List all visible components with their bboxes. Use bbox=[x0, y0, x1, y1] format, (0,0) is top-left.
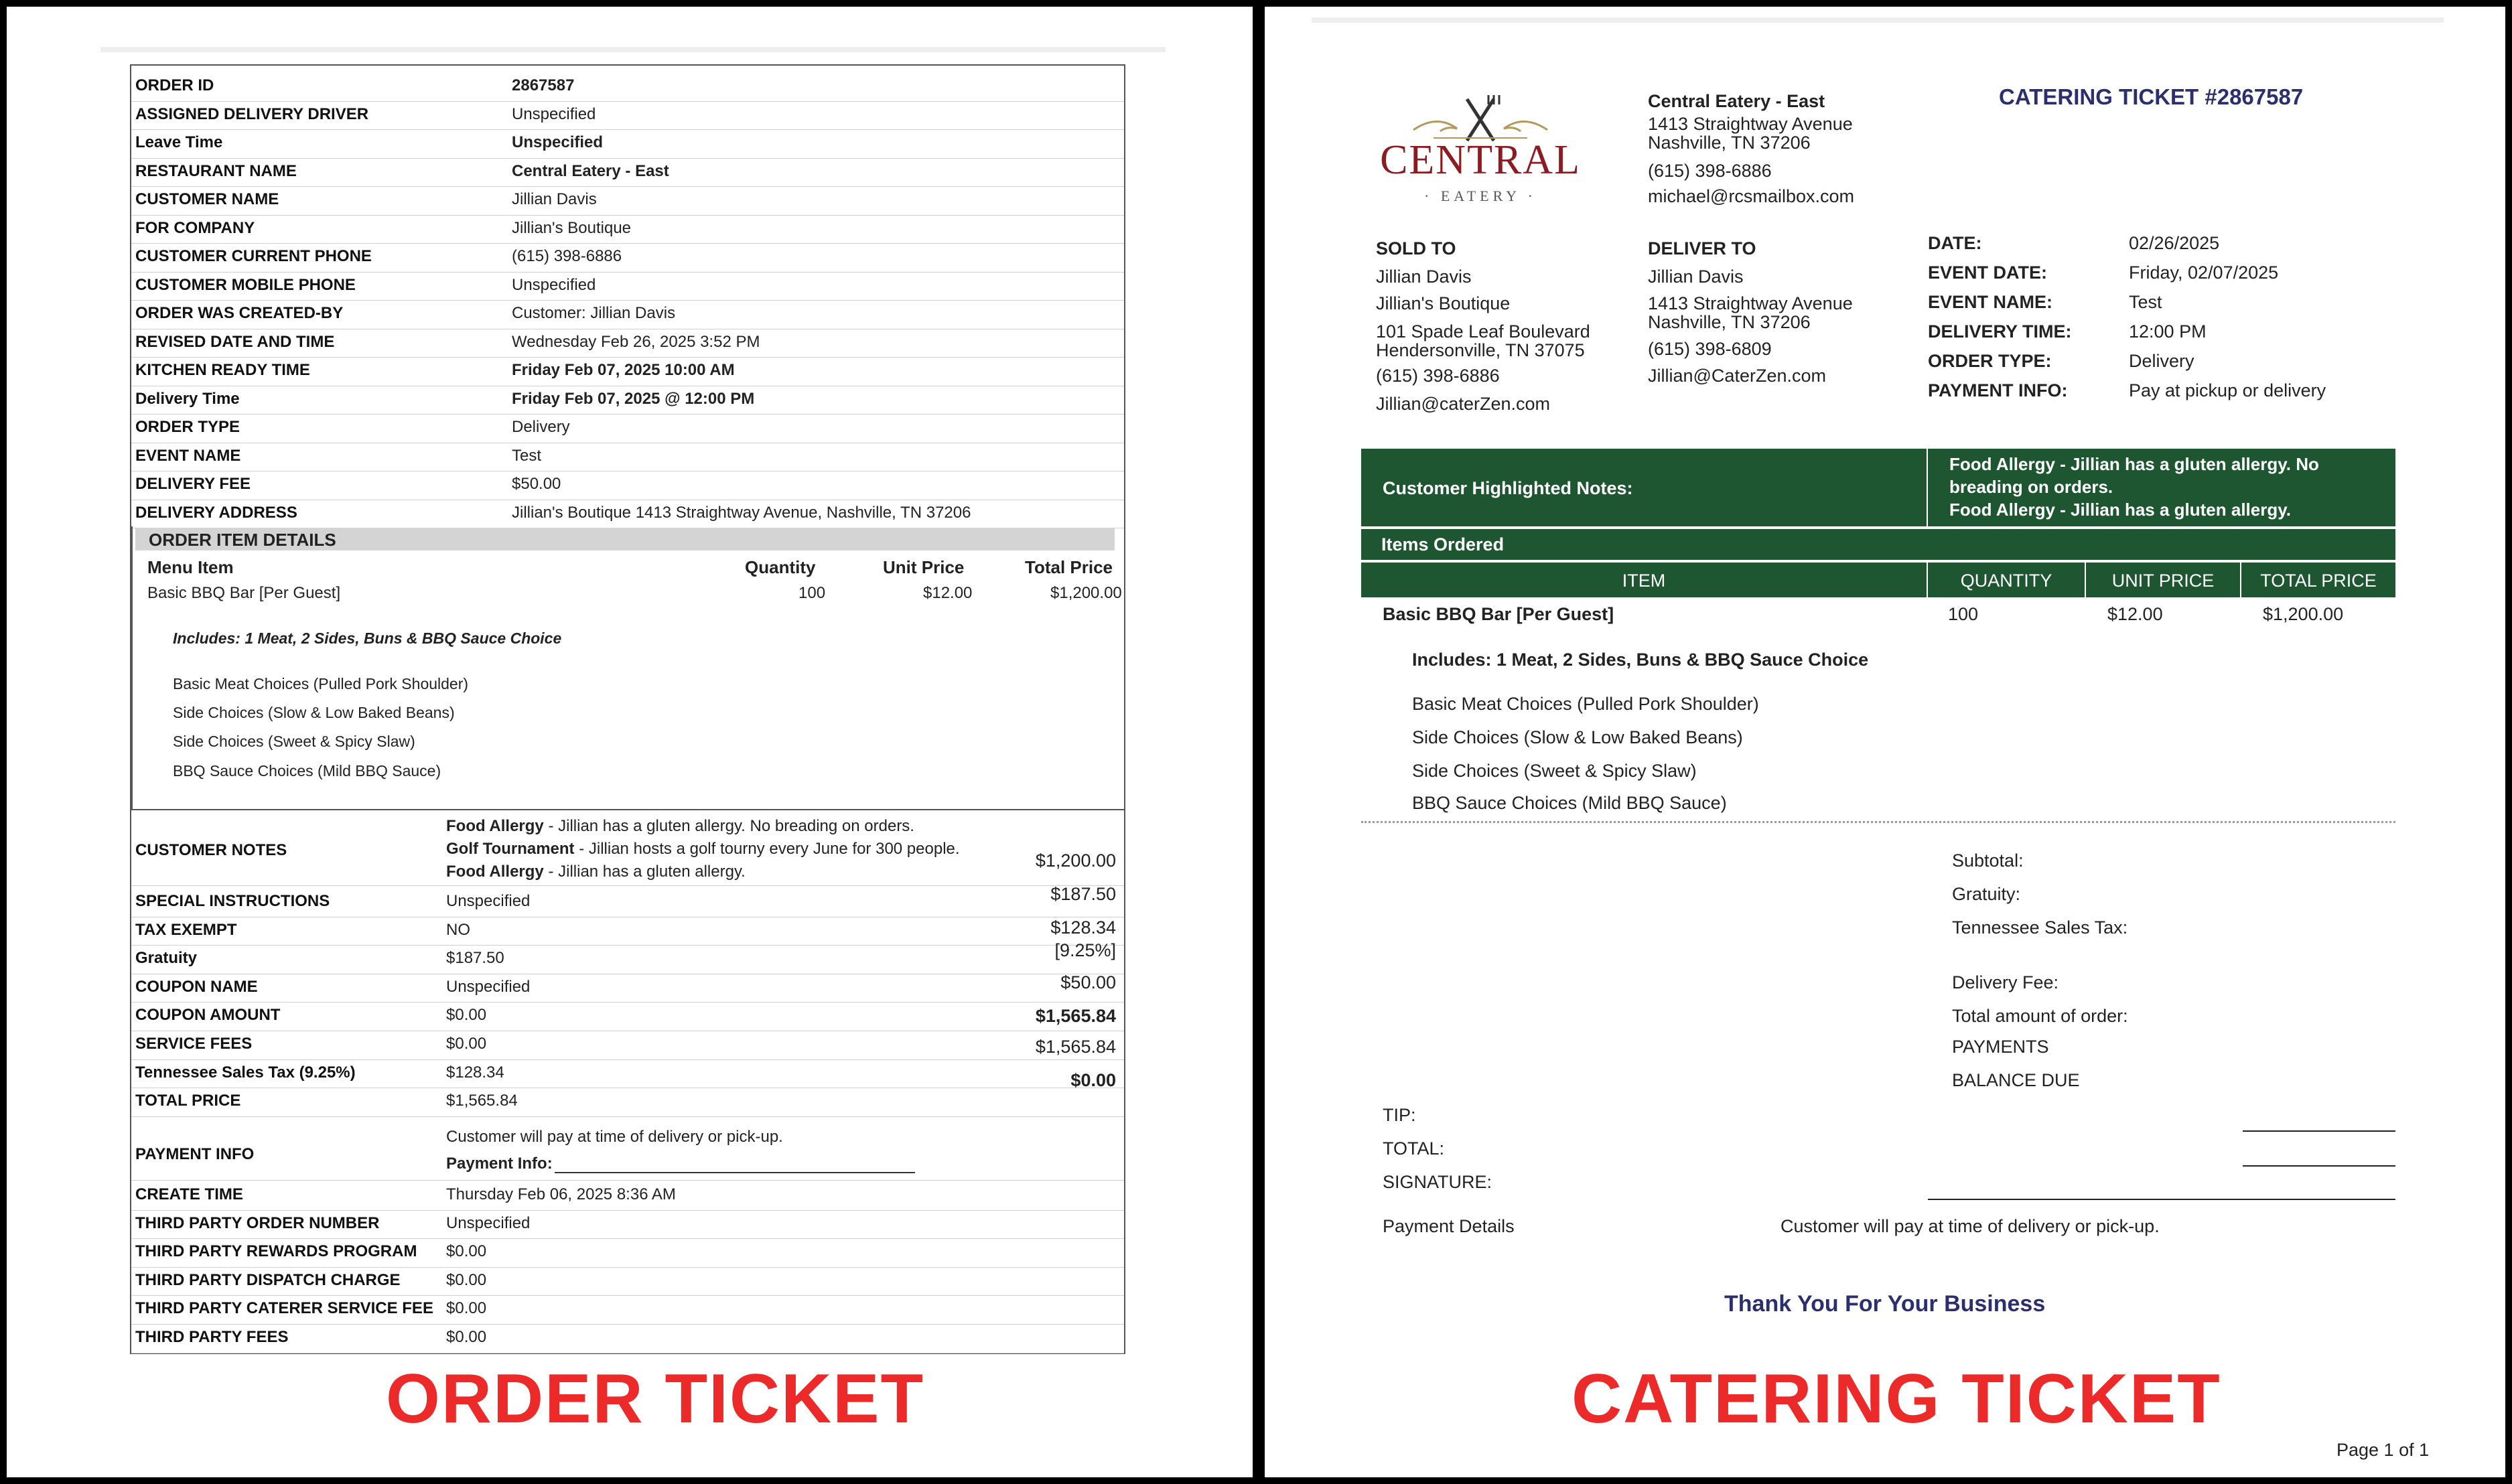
field-value: Unspecified bbox=[512, 104, 596, 123]
customer-notes-label: CUSTOMER NOTES bbox=[135, 841, 287, 859]
field-row bbox=[131, 443, 1124, 472]
field-row bbox=[131, 1181, 1124, 1211]
totals-value: $1,565.84 bbox=[1035, 1006, 1116, 1026]
totals-label: Tennessee Sales Tax: bbox=[1952, 917, 2128, 938]
detail-label: DELIVERY TIME: bbox=[1928, 321, 2072, 342]
customer-note: Food Allergy - Jillian has a gluten allergy. bbox=[446, 863, 746, 881]
payment-details-value: Customer will pay at time of delivery or pick-up. bbox=[1781, 1216, 2160, 1236]
deliver-to-phone: (615) 398-6809 bbox=[1648, 339, 1772, 359]
detail-label: ORDER TYPE: bbox=[1928, 351, 2052, 371]
quantity-column-header: QUANTITY bbox=[1960, 571, 2052, 591]
order-item-details-bar bbox=[135, 528, 1115, 550]
field-label: THIRD PARTY FEES bbox=[135, 1328, 289, 1346]
item-name: Basic BBQ Bar [Per Guest] bbox=[1383, 604, 1614, 624]
customer-note: Food Allergy - Jillian has a gluten allergy. No breading on orders. bbox=[446, 817, 914, 835]
section-divider bbox=[131, 809, 1124, 810]
field-value: $0.00 bbox=[446, 1270, 487, 1289]
highlighted-note-line: breading on orders. bbox=[1949, 477, 2113, 497]
field-value: $1,565.84 bbox=[446, 1092, 518, 1110]
field-label: SERVICE FEES bbox=[135, 1035, 253, 1053]
logo-sub: · EATERY · bbox=[1424, 188, 1537, 204]
item-choice: Basic Meat Choices (Pulled Pork Shoulder) bbox=[1412, 694, 1759, 714]
field-value: Wednesday Feb 26, 2025 3:52 PM bbox=[512, 332, 760, 351]
item-choice: BBQ Sauce Choices (Mild BBQ Sauce) bbox=[1412, 793, 1727, 813]
field-value: NO bbox=[446, 920, 470, 939]
detail-label: DATE: bbox=[1928, 233, 1982, 253]
item-choice: Side Choices (Slow & Low Baked Beans) bbox=[1412, 727, 1743, 747]
field-label: Tennessee Sales Tax (9.25%) bbox=[135, 1063, 356, 1082]
field-value: Thursday Feb 06, 2025 8:36 AM bbox=[446, 1185, 676, 1203]
item-unit-price: $12.00 bbox=[2107, 604, 2163, 624]
field-label: ORDER TYPE bbox=[135, 418, 240, 436]
field-row bbox=[131, 1002, 1124, 1031]
central-eatery-logo bbox=[1373, 87, 1588, 221]
field-row bbox=[131, 500, 1124, 529]
total-price-column-header: TOTAL PRICE bbox=[2260, 571, 2377, 591]
item-total-price: $1,200.00 bbox=[1050, 584, 1122, 602]
field-row bbox=[131, 272, 1124, 301]
restaurant-city: Nashville, TN 37206 bbox=[1648, 133, 1811, 153]
field-row bbox=[131, 471, 1124, 500]
field-row bbox=[131, 300, 1124, 329]
sold-to-street: 101 Spade Leaf Boulevard bbox=[1376, 321, 1590, 342]
payment-info-line bbox=[555, 1172, 915, 1173]
item-details-border bbox=[131, 526, 133, 810]
field-row bbox=[131, 1088, 1124, 1117]
menu-item-header: Menu Item bbox=[147, 557, 234, 577]
signature-line bbox=[1928, 1199, 2395, 1200]
order-ticket-caption: ORDER TICKET bbox=[386, 1360, 924, 1438]
item-choice: Side Choices (Sweet & Spicy Slaw) bbox=[173, 733, 415, 750]
totals-label: BALANCE DUE bbox=[1952, 1070, 2080, 1090]
totals-value: $1,200.00 bbox=[1035, 850, 1116, 871]
field-row bbox=[131, 888, 1124, 917]
field-row bbox=[131, 329, 1124, 358]
field-label: THIRD PARTY CATERER SERVICE FEE bbox=[135, 1299, 433, 1318]
item-name: Basic BBQ Bar [Per Guest] bbox=[147, 584, 341, 602]
field-row bbox=[131, 129, 1124, 159]
items-ordered-bar bbox=[1361, 529, 2395, 560]
item-unit-price: $12.00 bbox=[923, 584, 973, 602]
catering-ticket-caption: CATERING TICKET bbox=[1572, 1360, 2221, 1438]
field-row bbox=[131, 917, 1124, 946]
customer-note: Golf Tournament - Jillian hosts a golf tourny every June for 300 people. bbox=[446, 840, 960, 858]
highlighted-notes-bar bbox=[1361, 449, 2395, 526]
highlighted-note-line: Food Allergy - Jillian has a gluten allergy. bbox=[1949, 500, 2291, 520]
highlighted-note-line: Food Allergy - Jillian has a gluten allergy. No bbox=[1949, 454, 2319, 474]
field-label: TOTAL PRICE bbox=[135, 1092, 241, 1110]
field-row bbox=[131, 1059, 1124, 1089]
field-value: Jillian Davis bbox=[512, 190, 597, 208]
field-value: Central Eatery - East bbox=[512, 161, 669, 180]
field-row bbox=[131, 1210, 1124, 1240]
item-choice: Side Choices (Slow & Low Baked Beans) bbox=[173, 704, 455, 721]
item-includes: Includes: 1 Meat, 2 Sides, Buns & BBQ Sauce Choice bbox=[173, 629, 562, 647]
field-label: ORDER ID bbox=[135, 76, 214, 94]
detail-label: EVENT DATE: bbox=[1928, 263, 2048, 283]
field-row bbox=[131, 1267, 1124, 1296]
totals-label: PAYMENTS bbox=[1952, 1037, 2049, 1057]
payment-info-text: Customer will pay at time of delivery or pick-up. bbox=[446, 1128, 783, 1146]
field-value: Delivery bbox=[512, 418, 570, 436]
field-label: Gratuity bbox=[135, 949, 198, 968]
item-column-header: ITEM bbox=[1622, 571, 1666, 591]
page-number: Page 1 of 1 bbox=[2336, 1440, 2430, 1460]
deliver-to-heading: DELIVER TO bbox=[1648, 238, 1756, 258]
sold-to-email: Jillian@caterZen.com bbox=[1376, 394, 1550, 414]
detail-value: 02/26/2025 bbox=[2129, 233, 2220, 253]
field-label: DELIVERY FEE bbox=[135, 475, 251, 493]
field-row bbox=[131, 186, 1124, 216]
total-label: TOTAL: bbox=[1383, 1138, 1445, 1159]
column-divider bbox=[1927, 449, 1928, 526]
order-item-details-title: ORDER ITEM DETAILS bbox=[149, 530, 336, 550]
field-value: Friday Feb 07, 2025 10:00 AM bbox=[512, 361, 735, 379]
field-label: THIRD PARTY REWARDS PROGRAM bbox=[135, 1242, 417, 1261]
catering-ticket-panel bbox=[1035, 0, 2512, 1484]
field-label: DELIVERY ADDRESS bbox=[135, 503, 297, 522]
totals-value: $128.34 bbox=[1050, 917, 1116, 938]
field-label: RESTAURANT NAME bbox=[135, 161, 297, 180]
totals-value: $1,565.84 bbox=[1035, 1037, 1116, 1057]
field-row bbox=[131, 158, 1124, 188]
field-row bbox=[131, 945, 1124, 974]
field-row bbox=[131, 1031, 1124, 1060]
field-row bbox=[131, 1324, 1124, 1353]
detail-value: Friday, 02/07/2025 bbox=[2129, 263, 2279, 283]
sold-to-heading: SOLD TO bbox=[1376, 238, 1456, 258]
tip-label: TIP: bbox=[1383, 1105, 1416, 1125]
field-value: Jillian's Boutique 1413 Straightway Avenue, Nashville, TN 37206 bbox=[512, 503, 971, 522]
field-value: Unspecified bbox=[446, 977, 531, 996]
field-value: Unspecified bbox=[446, 892, 531, 910]
item-includes: Includes: 1 Meat, 2 Sides, Buns & BBQ Sauce Choice bbox=[1412, 650, 1869, 670]
detail-value: Delivery bbox=[2129, 351, 2194, 371]
total-line bbox=[2243, 1165, 2395, 1167]
signature-label: SIGNATURE: bbox=[1383, 1172, 1492, 1192]
field-row bbox=[131, 974, 1124, 1003]
field-row bbox=[131, 215, 1124, 244]
sold-to-company: Jillian's Boutique bbox=[1376, 293, 1511, 313]
restaurant-email: michael@rcsmailbox.com bbox=[1648, 186, 1854, 206]
item-quantity: 100 bbox=[1948, 604, 1979, 624]
field-value: $0.00 bbox=[446, 1035, 487, 1053]
logo-main: CENTRAL bbox=[1380, 137, 1581, 183]
field-value: $0.00 bbox=[446, 1299, 487, 1318]
field-value: Test bbox=[512, 446, 542, 465]
detail-value: 12:00 PM bbox=[2129, 321, 2207, 342]
restaurant-name: Central Eatery - East bbox=[1648, 91, 1825, 111]
field-value: $187.50 bbox=[446, 949, 504, 968]
restaurant-street: 1413 Straightway Avenue bbox=[1648, 114, 1853, 134]
field-row bbox=[131, 1295, 1124, 1325]
field-value: $0.00 bbox=[446, 1006, 487, 1025]
field-value: $128.34 bbox=[446, 1063, 504, 1082]
field-value: Unspecified bbox=[512, 133, 604, 151]
sold-to-phone: (615) 398-6886 bbox=[1376, 366, 1500, 386]
item-quantity: 100 bbox=[798, 584, 826, 602]
field-label: COUPON NAME bbox=[135, 977, 258, 996]
totals-value: $187.50 bbox=[1050, 884, 1116, 904]
detail-value: Test bbox=[2129, 292, 2162, 312]
field-label: SPECIAL INSTRUCTIONS bbox=[135, 892, 330, 910]
field-label: CUSTOMER NAME bbox=[135, 190, 279, 208]
field-row bbox=[131, 72, 1124, 102]
field-value: (615) 398-6886 bbox=[512, 247, 622, 265]
field-value: $0.00 bbox=[446, 1328, 487, 1346]
field-label: EVENT NAME bbox=[135, 446, 241, 465]
tip-line bbox=[2243, 1130, 2395, 1132]
field-value: Unspecified bbox=[446, 1213, 531, 1232]
thank-you-message: Thank You For Your Business bbox=[1724, 1291, 2046, 1317]
detail-label: EVENT NAME: bbox=[1928, 292, 2053, 312]
totals-label: Subtotal: bbox=[1952, 850, 2024, 871]
payment-details-label: Payment Details bbox=[1383, 1216, 1515, 1236]
totals-value: $0.00 bbox=[1070, 1070, 1116, 1090]
field-row bbox=[131, 414, 1124, 443]
item-choice: BBQ Sauce Choices (Mild BBQ Sauce) bbox=[173, 762, 441, 780]
item-choice: Basic Meat Choices (Pulled Pork Shoulder) bbox=[173, 675, 469, 692]
field-row bbox=[131, 1238, 1124, 1268]
items-table-header bbox=[1361, 563, 2395, 597]
field-value: $0.00 bbox=[446, 1242, 487, 1261]
field-label: Delivery Time bbox=[135, 389, 240, 408]
customer-notes-row bbox=[131, 814, 1124, 886]
field-row bbox=[131, 243, 1124, 273]
order-ticket-sheet bbox=[130, 64, 1125, 1354]
field-label: COUPON AMOUNT bbox=[135, 1006, 281, 1025]
deliver-to-email: Jillian@CaterZen.com bbox=[1648, 366, 1826, 386]
field-value: Unspecified bbox=[512, 275, 596, 294]
deliver-to-street: 1413 Straightway Avenue bbox=[1648, 293, 1853, 313]
page-top-edge bbox=[1312, 17, 2444, 23]
totals-label: Total amount of order: bbox=[1952, 1006, 2128, 1026]
field-label: THIRD PARTY DISPATCH CHARGE bbox=[135, 1270, 401, 1289]
field-label: THIRD PARTY ORDER NUMBER bbox=[135, 1213, 380, 1232]
field-row bbox=[131, 101, 1124, 131]
payment-info-label: PAYMENT INFO bbox=[135, 1145, 255, 1163]
field-value: $50.00 bbox=[512, 475, 561, 493]
unit-price-header: Unit Price bbox=[883, 557, 965, 577]
field-label: TAX EXEMPT bbox=[135, 920, 237, 939]
field-label: ASSIGNED DELIVERY DRIVER bbox=[135, 104, 369, 123]
catering-ticket-title: CATERING TICKET #2867587 bbox=[1999, 84, 2304, 109]
deliver-to-name: Jillian Davis bbox=[1648, 267, 1744, 287]
unit-price-column-header: UNIT PRICE bbox=[2111, 571, 2215, 591]
field-value: Jillian's Boutique bbox=[512, 218, 632, 237]
highlighted-notes-label: Customer Highlighted Notes: bbox=[1383, 478, 1633, 498]
totals-label: Delivery Fee: bbox=[1952, 972, 2059, 992]
field-label: Leave Time bbox=[135, 133, 223, 151]
detail-value: Pay at pickup or delivery bbox=[2129, 380, 2326, 400]
detail-label: PAYMENT INFO: bbox=[1928, 380, 2068, 400]
restaurant-phone: (615) 398-6886 bbox=[1648, 161, 1772, 181]
sold-to-city: Hendersonville, TN 37075 bbox=[1376, 340, 1585, 360]
field-row bbox=[131, 386, 1124, 415]
items-ordered-label: Items Ordered bbox=[1381, 534, 1505, 554]
item-choice: Side Choices (Sweet & Spicy Slaw) bbox=[1412, 761, 1697, 781]
totals-extra: [9.25%] bbox=[1054, 940, 1116, 960]
dotted-divider bbox=[1361, 821, 2395, 823]
payment-info-field-label: Payment Info: bbox=[446, 1155, 553, 1173]
sold-to-name: Jillian Davis bbox=[1376, 267, 1472, 287]
field-label: CUSTOMER CURRENT PHONE bbox=[135, 247, 372, 265]
field-value: Customer: Jillian Davis bbox=[512, 304, 676, 322]
quantity-header: Quantity bbox=[745, 557, 816, 577]
field-label: ORDER WAS CREATED-BY bbox=[135, 304, 344, 322]
field-row bbox=[131, 357, 1124, 386]
field-label: KITCHEN READY TIME bbox=[135, 361, 310, 379]
deliver-to-city: Nashville, TN 37206 bbox=[1648, 312, 1811, 332]
total-price-header: Total Price bbox=[1025, 557, 1113, 577]
field-label: REVISED DATE AND TIME bbox=[135, 332, 335, 351]
field-value: 2867587 bbox=[512, 76, 575, 94]
item-total-price: $1,200.00 bbox=[2263, 604, 2344, 624]
field-label: CUSTOMER MOBILE PHONE bbox=[135, 275, 356, 294]
field-label: CREATE TIME bbox=[135, 1185, 243, 1203]
field-value: Friday Feb 07, 2025 @ 12:00 PM bbox=[512, 389, 755, 408]
totals-value: $50.00 bbox=[1060, 972, 1116, 992]
field-label: FOR COMPANY bbox=[135, 218, 255, 237]
totals-label: Gratuity: bbox=[1952, 884, 2021, 904]
page-top-edge bbox=[100, 47, 1166, 52]
